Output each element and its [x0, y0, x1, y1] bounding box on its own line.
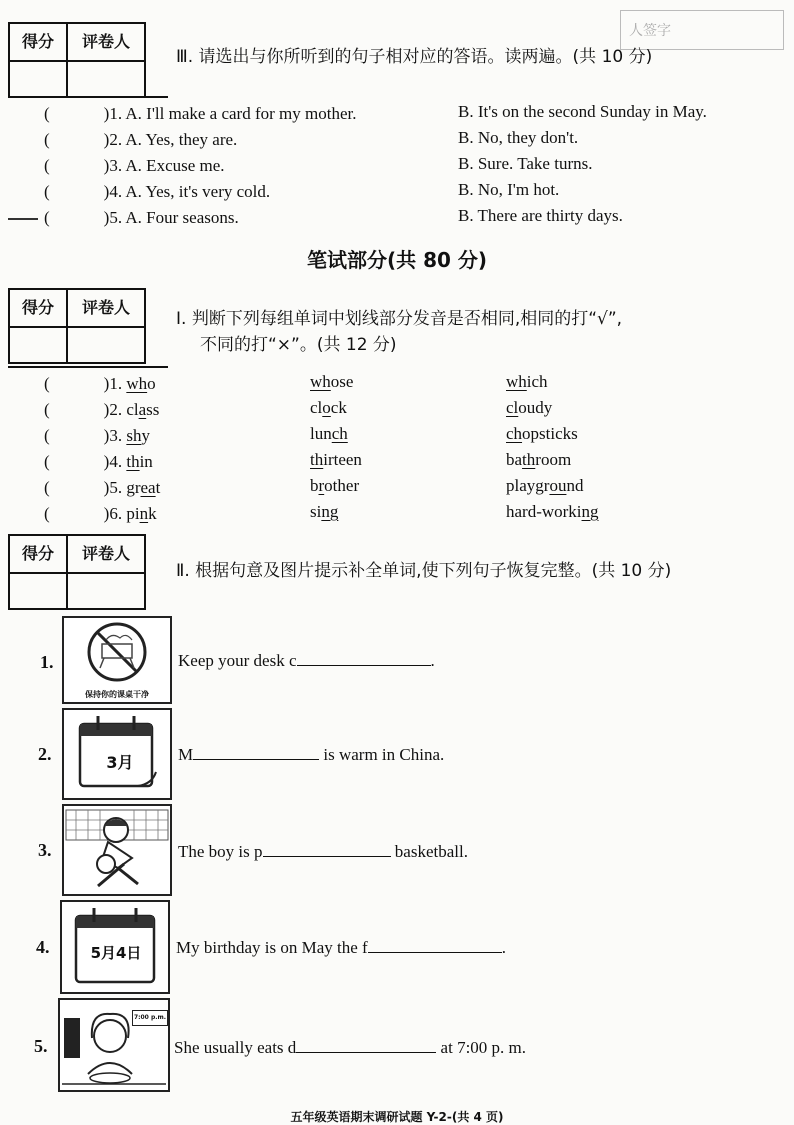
- word: cloudy: [506, 398, 553, 417]
- question-number: 5.: [34, 1036, 48, 1056]
- grader-label: 评卷人: [66, 24, 144, 60]
- table-row: ( )6. pink: [44, 504, 157, 523]
- word: whose: [310, 372, 354, 391]
- list-item: ( )1. A. I'll make a card for my mother.: [44, 104, 357, 123]
- sentence-5: She usually eats d at 7:00 p. m.: [174, 1038, 527, 1057]
- table-row: ( )4. thin: [44, 452, 153, 471]
- part1-title-line2: 不同的打“×”。(共 12 分): [200, 335, 397, 355]
- question-number: 3.: [38, 840, 52, 860]
- list-item: ( )5. A. Four seasons.: [44, 208, 239, 227]
- basketball-player-icon: [64, 806, 170, 894]
- table-cell: [310, 450, 362, 470]
- score-label: 得分: [21, 298, 54, 317]
- table-cell: [506, 372, 548, 392]
- list-item-option-b: B. There are thirty days.: [458, 206, 623, 225]
- word: thirteen: [310, 450, 362, 469]
- table-cell: [310, 372, 353, 392]
- list-item-option-b: B. Sure. Take turns.: [458, 154, 593, 173]
- part1-title-line1: Ⅰ. 判断下列每组单词中划线部分发音是否相同,相同的打“√”,: [176, 309, 623, 329]
- score-label: 得分: [21, 544, 54, 563]
- list-item-option-b: B. It's on the second Sunday in May.: [458, 102, 707, 121]
- table-cell: [310, 502, 338, 522]
- word: brother: [310, 476, 360, 495]
- word: shy: [126, 426, 150, 445]
- score-box-part1: [8, 288, 146, 364]
- word: hard-working: [506, 502, 599, 521]
- answer-blank[interactable]: [263, 842, 391, 857]
- table-row: ( )1. who: [44, 374, 156, 393]
- word: thin: [126, 452, 153, 471]
- table-cell: [506, 476, 583, 496]
- picture-caption: 保持你的课桌干净: [85, 690, 149, 699]
- sentence-1: Keep your desk c .: [178, 651, 435, 670]
- answer-blank[interactable]: [297, 651, 431, 666]
- word: sing: [310, 502, 339, 521]
- list-item-option-b: B. No, I'm hot.: [458, 180, 560, 199]
- word: bathroom: [506, 450, 572, 469]
- part3-title: Ⅲ. 请选出与你所听到的句子相对应的答语。读两遍。(共 10 分): [176, 47, 653, 67]
- boy-playing-basketball-picture: [62, 804, 172, 896]
- word: who: [126, 374, 156, 393]
- answer-blank[interactable]: [193, 745, 319, 760]
- table-cell: [310, 398, 347, 418]
- clean-desk-picture: [62, 616, 172, 704]
- list-item-option-b: B. No, they don't.: [458, 128, 579, 147]
- word: playground: [506, 476, 584, 495]
- girl-eating-dinner-picture: [58, 998, 170, 1092]
- answer-blank[interactable]: [296, 1038, 436, 1053]
- page-footer: 五年级英语期末调研试题 Y-2-(共 4 页): [290, 1110, 504, 1124]
- table-cell: [506, 450, 571, 470]
- grader-label: 评卷人: [66, 536, 144, 572]
- word: chopsticks: [506, 424, 578, 443]
- table-row: ( )5. great: [44, 478, 161, 497]
- word: pink: [126, 504, 157, 523]
- table-cell: [506, 502, 599, 522]
- grader-label: 评卷人: [66, 290, 144, 326]
- question-number: 4.: [36, 937, 50, 957]
- question-number: 1.: [40, 652, 54, 672]
- sentence-2: M is warm in China.: [178, 745, 445, 764]
- calendar-month-label: 3月: [106, 753, 134, 772]
- score-box-part2: [8, 534, 146, 610]
- score-box-extension: [8, 366, 168, 368]
- written-section-heading: 笔试部分(共 80 分): [306, 248, 488, 272]
- answer-blank[interactable]: [368, 938, 502, 953]
- word: class: [126, 400, 160, 419]
- word: lunch: [310, 424, 348, 443]
- table-cell: [506, 398, 552, 418]
- question-number: 2.: [38, 744, 52, 764]
- margin-mark: [8, 218, 38, 220]
- score-box-extension: [8, 96, 168, 98]
- word: which: [506, 372, 548, 391]
- sentence-4: My birthday is on May the f .: [176, 938, 506, 957]
- grader-signature-stamp: 人签字: [620, 10, 784, 50]
- table-cell: [310, 424, 348, 444]
- list-item: ( )4. A. Yes, it's very cold.: [44, 182, 271, 201]
- word: clock: [310, 398, 347, 417]
- score-box-part3: [8, 22, 146, 98]
- table-cell: [506, 424, 578, 444]
- list-item: ( )3. A. Excuse me.: [44, 156, 225, 175]
- score-label: 得分: [21, 32, 54, 51]
- sentence-3: The boy is p basketball.: [178, 842, 468, 861]
- calendar-march-picture: [62, 708, 172, 800]
- table-row: ( )2. class: [44, 400, 160, 419]
- clock-sign: 7:00 p.m.: [132, 1010, 168, 1026]
- calendar-date-label: 5月4日: [90, 944, 142, 962]
- calendar-may4-picture: [60, 900, 170, 994]
- table-cell: [310, 476, 359, 496]
- part2-title: Ⅱ. 根据句意及图片提示补全单词,使下列句子恢复完整。(共 10 分): [176, 561, 672, 581]
- table-row: ( )3. shy: [44, 426, 150, 445]
- list-item: ( )2. A. Yes, they are.: [44, 130, 238, 149]
- word: great: [126, 478, 161, 497]
